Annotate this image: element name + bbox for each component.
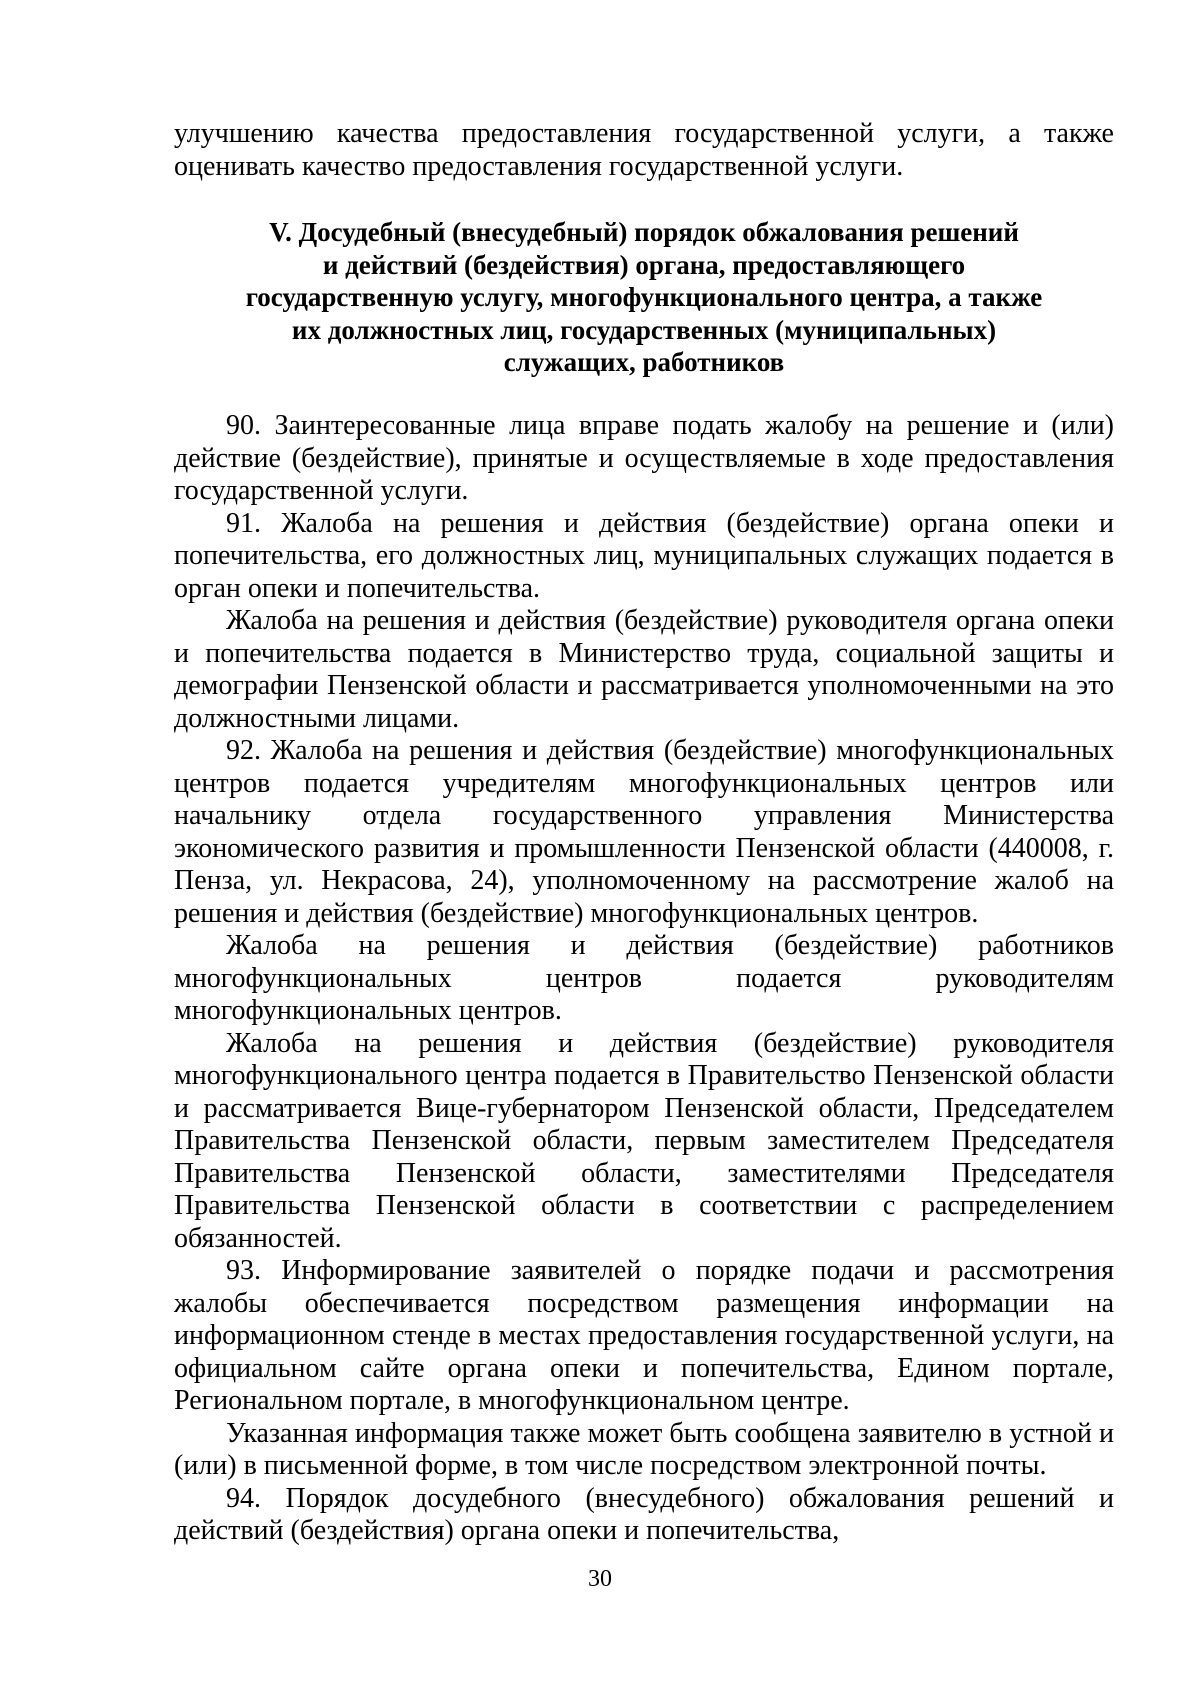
body-text-block bbox=[174, 410, 1114, 1548]
continuation-text-block bbox=[174, 118, 1114, 183]
section-heading-line-1: V. Досудебный (внесудебный) порядок обжалования решений bbox=[269, 217, 1019, 247]
paragraph-92-workers-complaint: Жалоба на решения и действия (бездействие) работников многофункциональных центров подается руководителям многофункциональных центров. bbox=[174, 930, 1114, 1026]
paragraph-93-info: Указанная информация также может быть сообщена заявителю в устной и (или) в письменной форме, в том числе посредством электронной почты. bbox=[174, 1417, 1114, 1481]
section-heading-line-4: их должностных лиц, государственных (муниципальных) bbox=[291, 314, 997, 345]
page-number: 30 bbox=[588, 1566, 612, 1592]
section-heading bbox=[174, 216, 1114, 379]
section-heading-line-2: и действий (бездействия) органа, предоставляющего bbox=[322, 249, 966, 280]
paragraph-94: 94. Порядок досудебного (внесудебного) обжалования решений и действий (бездействия) органа опеки и попечительства, bbox=[174, 1482, 1114, 1546]
section-heading-line-5: служащих, работников bbox=[503, 347, 785, 377]
section-heading-line-3: государственную услугу, многофункционального центра, а также bbox=[245, 282, 1043, 312]
paragraph-91: 91. Жалоба на решения и действия (бездействие) органа опеки и попечительства, его должностных лиц, муниципальных служащих подается в орган опеки и попечительства. bbox=[174, 507, 1114, 604]
paragraph-93: 93. Информирование заявителей о порядке подачи и рассмотрения жалобы обеспечивается посредством размещения информации на информационном стенде в местах предоставления государственной услуги, на официальном сайте органа опеки и попечительства, Едином портале, Региональном портале, в многофункциональном центре. bbox=[174, 1255, 1114, 1416]
paragraph-91-supervisor-complaint: Жалоба на решения и действия (бездействие) руководителя органа опеки и попечительства подается в Министерство труда, социальной защиты и демографии Пензенской области и рассматривается уполномоченными на это должностными лицами. bbox=[174, 605, 1114, 734]
continuation-paragraph: улучшению качества предоставления государственной услуги, а также оценивать качество предоставления государственной услуги. bbox=[174, 118, 1114, 182]
paragraph-92: 92. Жалоба на решения и действия (бездействие) многофункциональных центров подается учредителям многофункциональных центров или начальнику отдела государственного управления Министерства экономического развития и промышленности Пензенской области (440008, г. Пенза, ул. Некрасова, 24), уполномоченному на рассмотрение жалоб на решения и действия (бездействие) многофункциональных центров. bbox=[174, 735, 1114, 929]
paragraph-92-head-complaint: Жалоба на решения и действия (бездействие) руководителя многофункционального центра подается в Правительство Пензенской области и рассматривается Вице-губернатором Пензенской области, Председателем Правительства Пензенской области, первым заместителем Председателя Правительства Пензенской области, заместителями Председателя Правительства Пензенской области в соответствии с распределением обязанностей. bbox=[174, 1027, 1114, 1254]
paragraph-90: 90. Заинтересованные лица вправе подать жалобу на решение и (или) действие (бездействие), принятые и осуществляемые в ходе предоставления государственной услуги. bbox=[174, 410, 1114, 506]
